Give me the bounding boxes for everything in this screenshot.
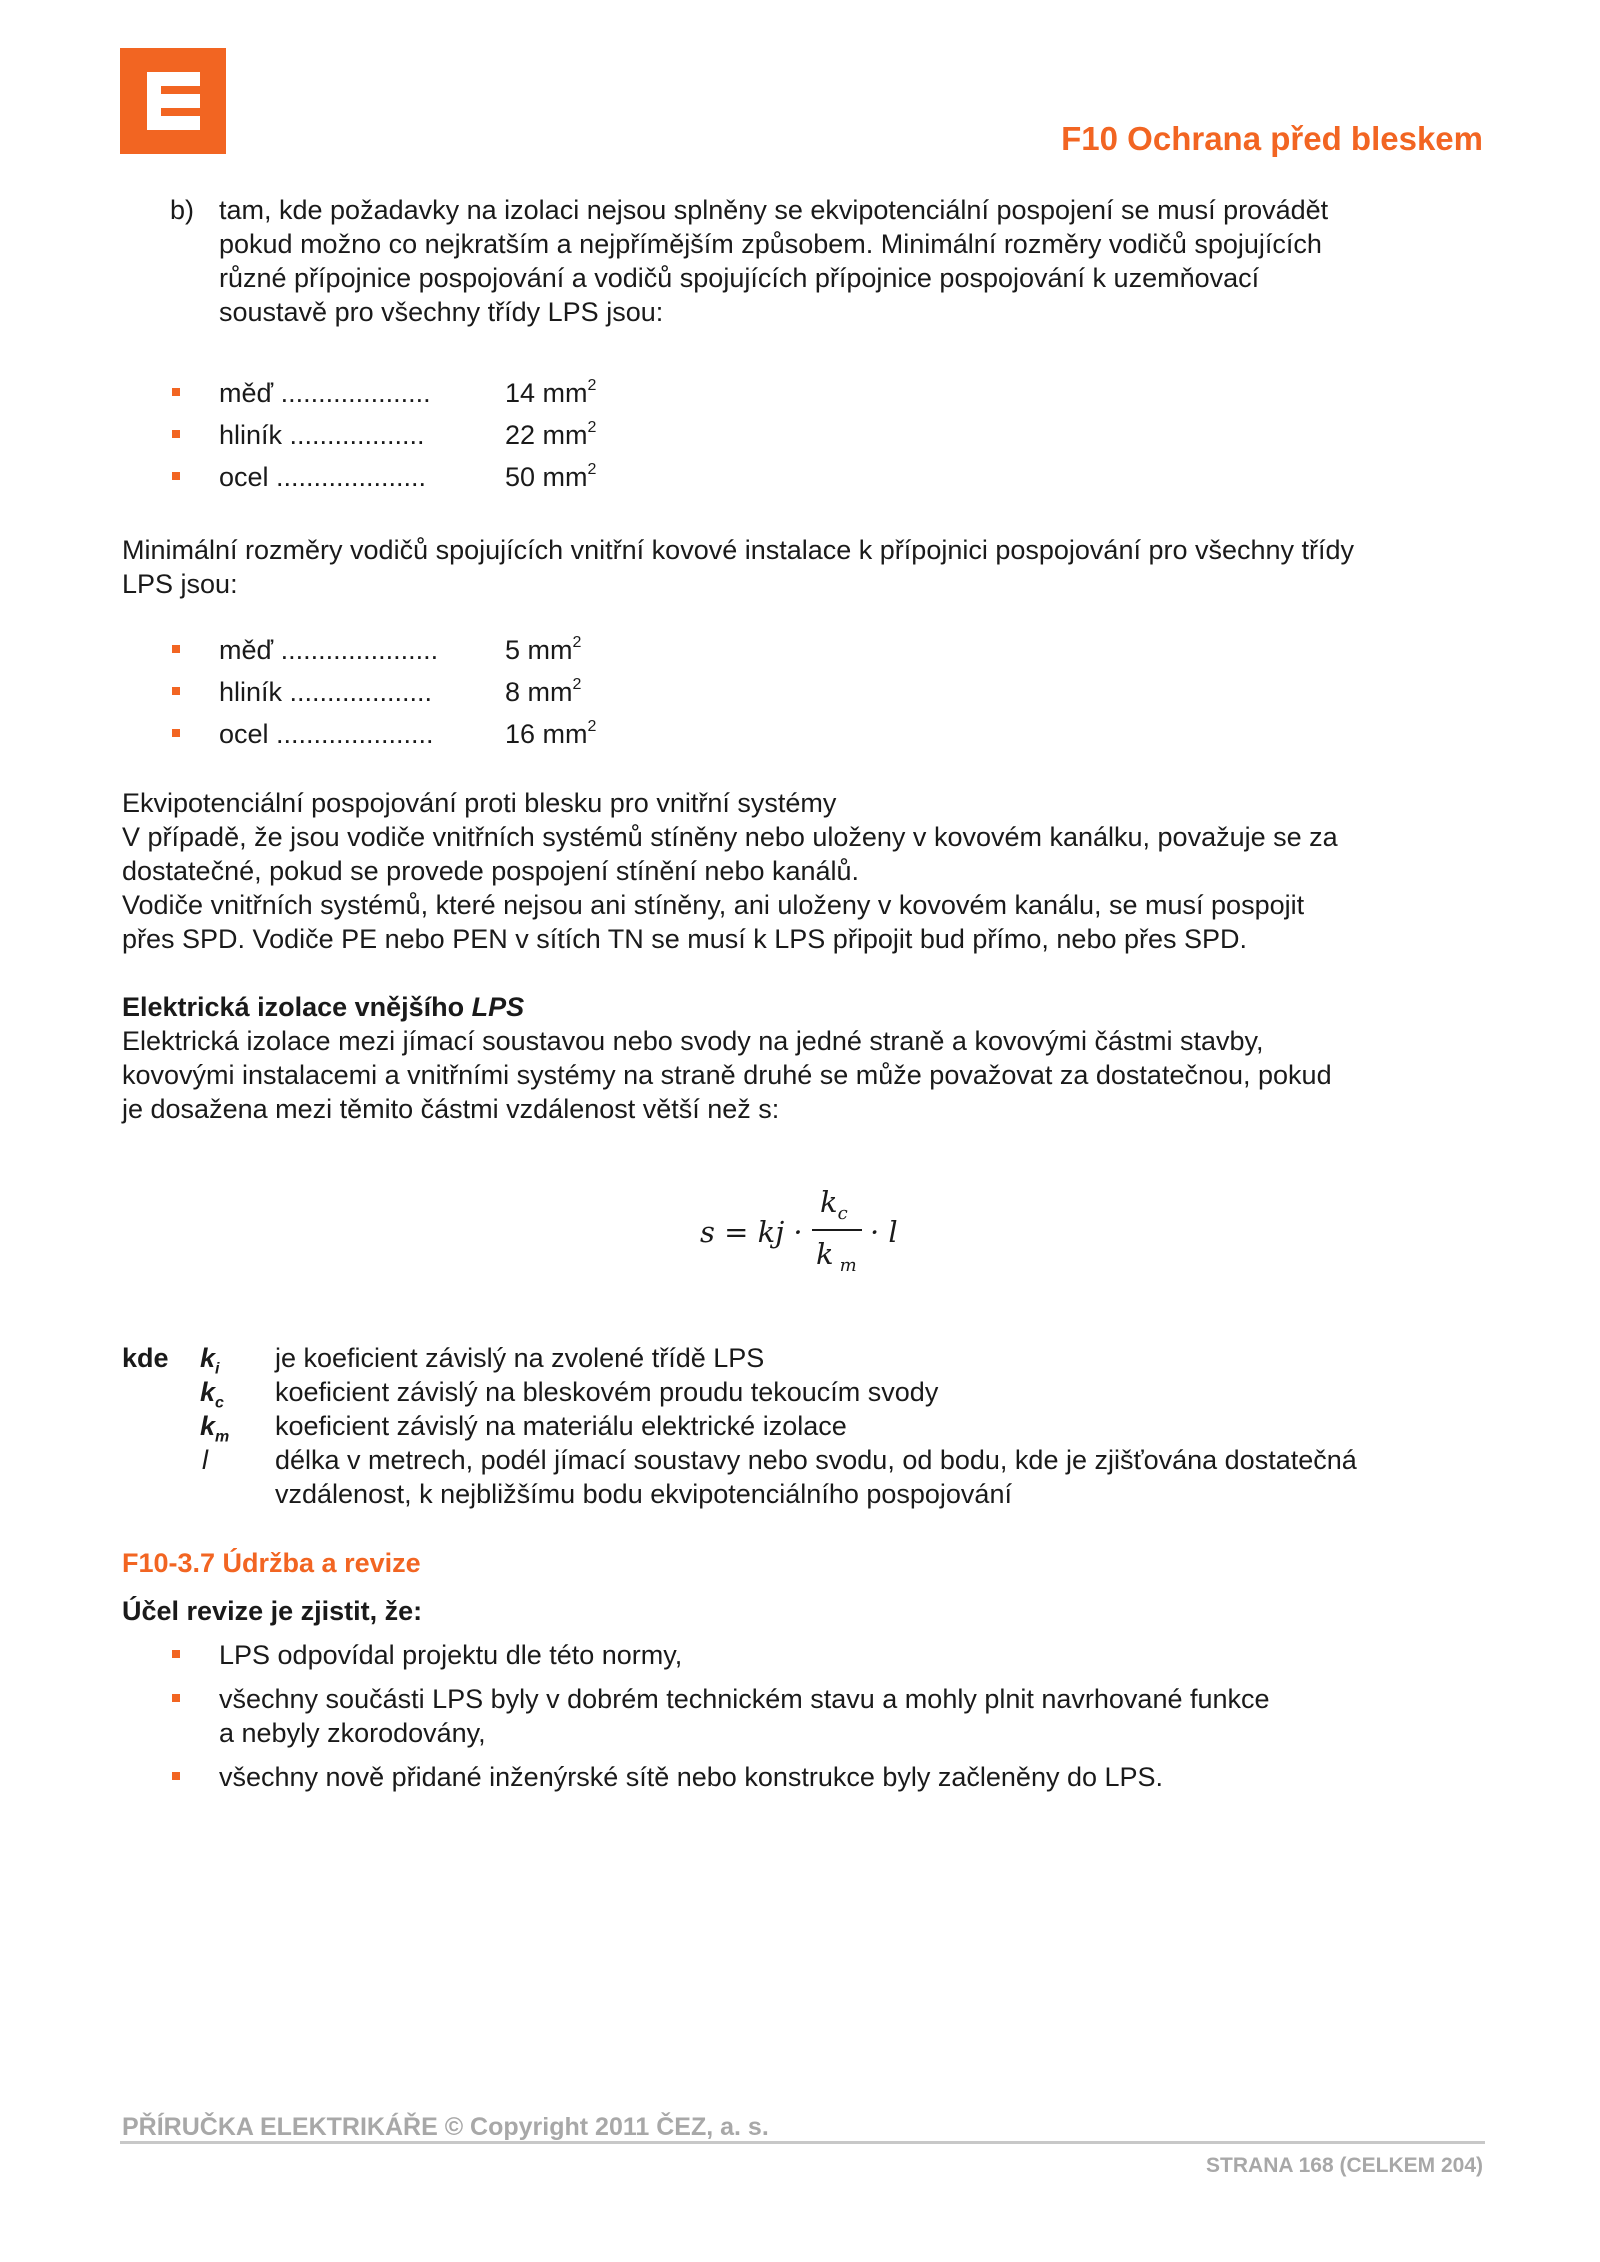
fraction-bar (812, 1229, 862, 1231)
page-number: STRANA 168 (CELKEM 204) (1206, 2154, 1483, 2177)
section-heading-maintenance: F10-3.7 Údržba a revize (122, 1548, 421, 1578)
list-item-value: 14 $mm^2$ (505, 377, 597, 408)
list-item-label: ocel ..................... (219, 719, 434, 749)
definition-text: koeficient závislý na bleskovém proudu tekoucím svody (275, 1377, 939, 1407)
item-b-line-2: pokud možno co nejkratším a nejpřímějším způsobem. Minimální rozměry vodičů spojujících (219, 229, 1322, 259)
list-item-value: 16 $mm^2$ (505, 718, 597, 749)
list-item-label: měď .................... (219, 378, 431, 408)
item-b-line-4: soustavě pro všechny třídy LPS jsou: (219, 297, 664, 327)
symbol-kc: $k_c$ (200, 1377, 224, 1412)
section-heading-isolation: Elektrická izolace vnějšího LPS (122, 992, 525, 1022)
list-item-label: hliník .................. (219, 420, 425, 450)
cez-logo (120, 48, 226, 154)
paragraph-line: Elektrická izolace mezi jímací soustavou nebo svody na jedné straně a kovovými částmi stavby, (122, 1026, 1264, 1056)
definition-text: délka v metrech, podél jímací soustavy nebo svodu, od bodu, kde je zjišťována dostatečná (275, 1445, 1357, 1475)
bullet-icon (172, 645, 180, 653)
paragraph-line: přes SPD. Vodiče PE nebo PEN v sítích TN se musí k LPS připojit bud přímo, nebo přes SPD. (122, 924, 1248, 954)
formula-rhs: · l (870, 1215, 898, 1249)
list-item-continuation: a nebyly zkorodovány, (219, 1718, 486, 1748)
bullet-icon (172, 687, 180, 695)
footer-copyright: PŘÍRUČKA ELEKTRIKÁŘE © Copyright 2011 ČEZ, a. s. (122, 2113, 769, 2141)
list-item-value: 8 $mm^2$ (505, 676, 582, 707)
paragraph-line: Ekvipotenciální pospojování proti blesku pro vnitřní systémy (122, 788, 837, 818)
bullet-icon (172, 472, 180, 480)
definition-text: koeficient závislý na materiálu elektrické izolace (275, 1411, 847, 1441)
list-marker-b: b) (170, 195, 195, 225)
list-item: všechny nově přidané inženýrské sítě nebo konstrukce byly začleněny do LPS. (219, 1762, 1164, 1792)
paragraph-line: kovovými instalacemi a vnitřními systémy na straně druhé se může považovat za dostatečnou, pokud (122, 1060, 1332, 1090)
list-item: LPS odpovídal projektu dle této normy, (219, 1640, 683, 1670)
definition-text: je koeficient závislý na zvolené třídě LPS (275, 1343, 765, 1373)
bullet-icon (172, 729, 180, 737)
symbol-km: $k_m$ (200, 1411, 230, 1446)
paragraph-line: V případě, že jsou vodiče vnitřních systémů stíněny nebo uloženy v kovovém kanálku, považuje se za (122, 822, 1338, 852)
symbol-ki: $k_i$ (200, 1343, 220, 1378)
list-item-label: měď ..................... (219, 635, 439, 665)
paragraph-line: je dosažena mezi těmito částmi vzdálenost větší než s: (122, 1094, 780, 1124)
item-b-line-3: různé přípojnice pospojování a vodičů spojujících přípojnice pospojování k uzemňovací (219, 263, 1260, 293)
paragraph-line: dostatečné, pokud se provede pospojení stínění nebo kanálů. (122, 856, 860, 886)
list-item-label: hliník ................... (219, 677, 433, 707)
definitions-label: kde (122, 1343, 169, 1373)
definition-continuation: vzdálenost, k nejbližšímu bodu ekvipotenciálního pospojování (275, 1479, 1012, 1509)
formula-lhs: s = kj · (700, 1215, 803, 1249)
list-item-value: 22 $mm^2$ (505, 419, 597, 450)
list-item: všechny součásti LPS byly v dobrém technickém stavu a mohly plnit navrhované funkce (219, 1684, 1270, 1714)
bullet-icon (172, 388, 180, 396)
chapter-title: F10 Ochrana před bleskem (1061, 120, 1483, 157)
bullet-icon (172, 1650, 180, 1658)
bullet-icon (172, 1694, 180, 1702)
bullet-icon (172, 1772, 180, 1780)
paragraph-line: Minimální rozměry vodičů spojujících vnitřní kovové instalace k přípojnici pospojování pro všechny třídy (122, 535, 1355, 565)
symbol-l: l (202, 1445, 208, 1475)
section-subheading: Účel revize je zjistit, že: (122, 1596, 423, 1626)
list-item-value: 5 $mm^2$ (505, 634, 582, 665)
paragraph-line: Vodiče vnitřních systémů, které nejsou ani stíněny, ani uloženy v kovovém kanálu, se musí pospojit (122, 890, 1305, 920)
list-item-label: ocel .................... (219, 462, 427, 492)
paragraph-line: LPS jsou: (122, 569, 238, 599)
separation-distance-formula (700, 1185, 960, 1275)
item-b-line-1: tam, kde požadavky na izolaci nejsou splněny se ekvipotenciální pospojení se musí provádět (219, 195, 1329, 225)
formula-denominator: k $_m$ (816, 1237, 857, 1276)
formula-numerator: $k_c$ (820, 1185, 848, 1224)
list-item-value: 50 $mm^2$ (505, 461, 597, 492)
bullet-icon (172, 430, 180, 438)
footer-divider (120, 2141, 1485, 2144)
